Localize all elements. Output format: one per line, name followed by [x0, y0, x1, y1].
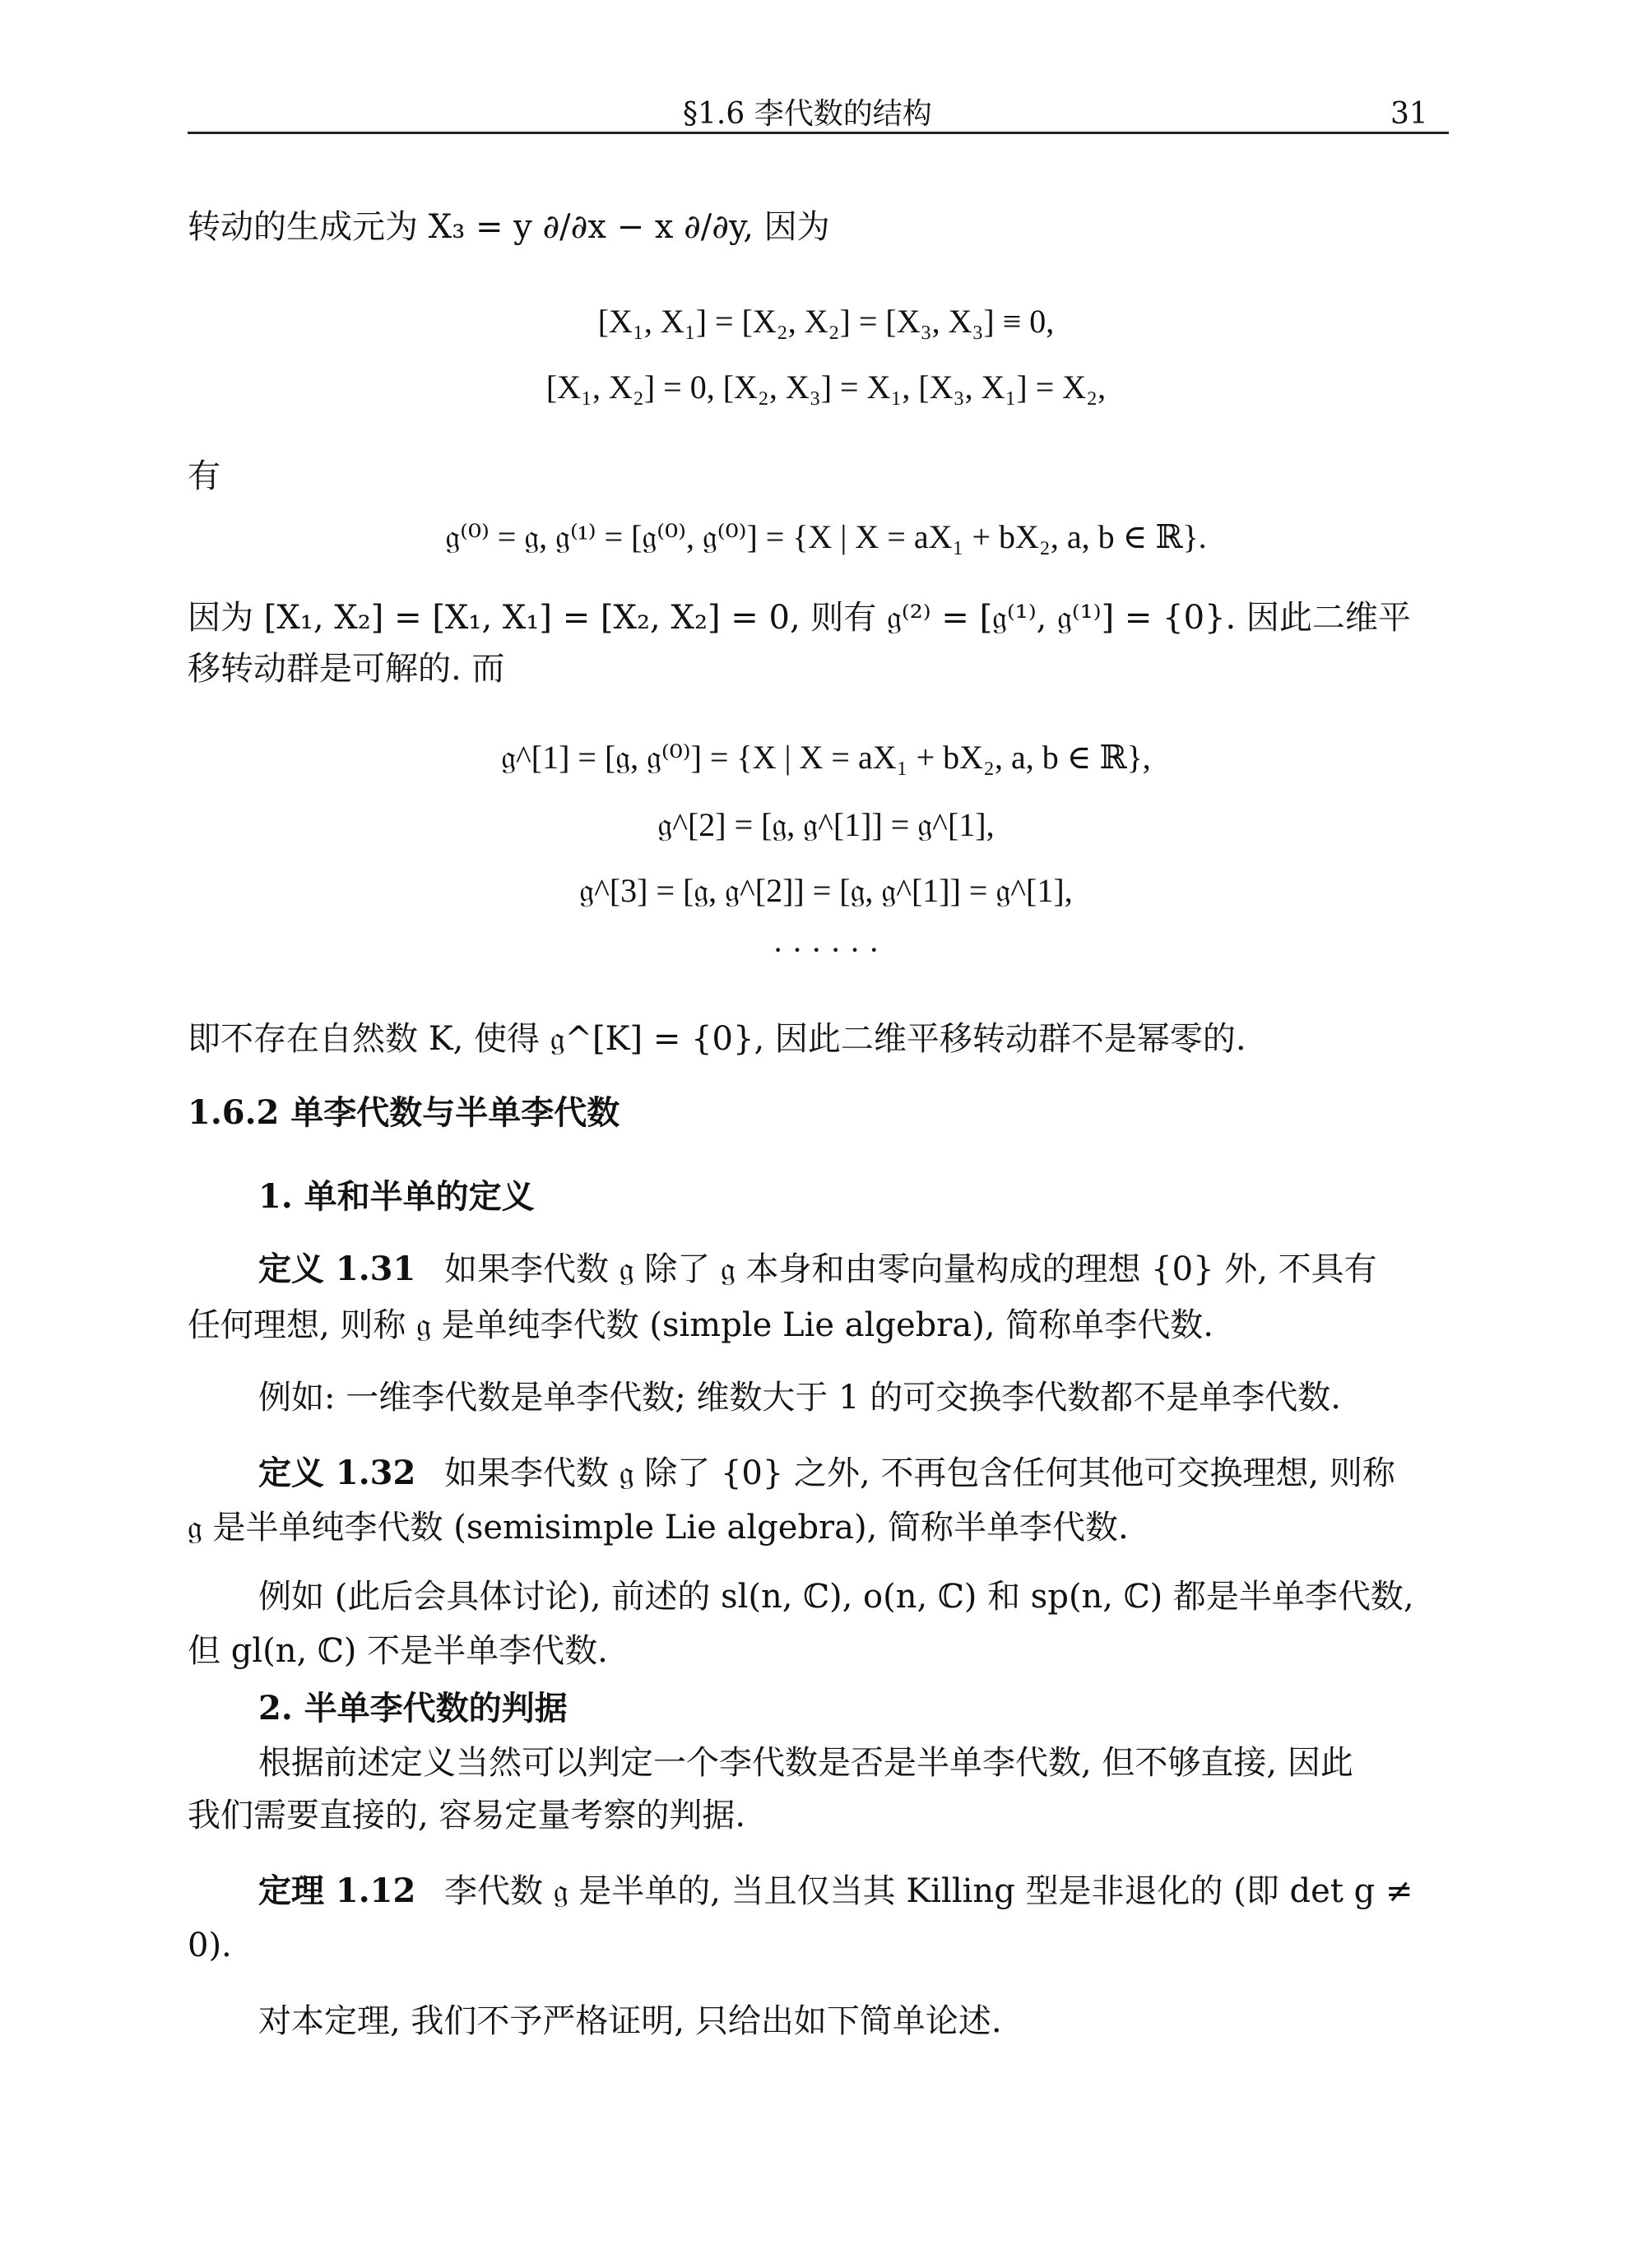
- text-line: 根据前述定义当然可以判定一个李代数是否是半单李代数, 但不够直接, 因此: [258, 1744, 1353, 1782]
- text-line: 因为 [X₁, X₂] = [X₁, X₁] = [X₂, X₂] = 0, 则有 𝔤⁽²⁾ = [𝔤⁽¹⁾, 𝔤⁽¹⁾] = {0}. 因此二维平: [188, 599, 1411, 637]
- equation-ellipsis: · · · · · ·: [773, 931, 879, 968]
- equation: 𝔤⁽⁰⁾ = 𝔤, 𝔤⁽¹⁾ = [𝔤⁽⁰⁾, 𝔤⁽⁰⁾] = {X | X = aX₁ + bX₂, a, b ∈ ℝ}.: [445, 518, 1207, 555]
- definition-text: 𝔤 是半单纯李代数 (semisimple Lie algebra), 简称半单李代数.: [188, 1509, 1129, 1547]
- text-line: 移转动群是可解的. 而: [188, 650, 505, 688]
- theorem-text: 李代数 𝔤 是半单的, 当且仅当其 Killing 型是非退化的 (即 det g ≠: [444, 1872, 1413, 1910]
- example-text: 例如: 一维李代数是单李代数; 维数大于 1 的可交换李代数都不是单李代数.: [258, 1379, 1341, 1417]
- text-line: 我们需要直接的, 容易定量考察的判据.: [188, 1797, 746, 1834]
- page-number: 31: [1390, 97, 1428, 131]
- definition-text: 如果李代数 𝔤 除了 {0} 之外, 不再包含任何其他可交换理想, 则称: [444, 1454, 1395, 1492]
- equation: 𝔤^[3] = [𝔤, 𝔤^[2]] = [𝔤, 𝔤^[1]] = 𝔤^[1],: [579, 872, 1073, 909]
- text-line: 转动的生成元为 X₃ = y ∂/∂x − x ∂/∂y, 因为: [188, 208, 830, 246]
- definition-text: 如果李代数 𝔤 除了 𝔤 本身和由零向量构成的理想 {0} 外, 不具有: [444, 1250, 1377, 1288]
- text-line: 有: [188, 457, 220, 495]
- definition-label: 定义 1.32: [258, 1454, 416, 1492]
- text-line: 即不存在自然数 K, 使得 𝔤^[K] = {0}, 因此二维平移转动群不是幂零的.: [188, 1020, 1246, 1058]
- equation: [X₁, X₁] = [X₂, X₂] = [X₃, X₃] ≡ 0,: [597, 303, 1055, 340]
- subsection-heading: 1.6.2 单李代数与半单李代数: [188, 1093, 620, 1132]
- equation: [X₁, X₂] = 0, [X₂, X₃] = X₁, [X₃, X₁] = X₂,: [545, 369, 1107, 406]
- definition-text: 任何理想, 则称 𝔤 是单纯李代数 (simple Lie algebra), 简称单李代数.: [188, 1306, 1213, 1344]
- example-text: 但 gl(n, ℂ) 不是半单李代数.: [188, 1632, 608, 1670]
- equation: 𝔤^[1] = [𝔤, 𝔤⁽⁰⁾] = {X | X = aX₁ + bX₂, a, b ∈ ℝ},: [501, 739, 1151, 776]
- definition-label: 定义 1.31: [258, 1250, 416, 1288]
- header-rule: [188, 132, 1449, 134]
- equation: 𝔤^[2] = [𝔤, 𝔤^[1]] = 𝔤^[1],: [657, 806, 995, 843]
- subsubsection-heading: 1. 单和半单的定义: [258, 1177, 535, 1216]
- theorem-text: 0).: [188, 1927, 232, 1964]
- example-text: 例如 (此后会具体讨论), 前述的 sl(n, ℂ), o(n, ℂ) 和 sp(n, ℂ) 都是半单李代数,: [258, 1578, 1414, 1616]
- running-header-section: §1.6 李代数的结构: [683, 97, 932, 131]
- theorem-label: 定理 1.12: [258, 1871, 416, 1910]
- text-line: 对本定理, 我们不予严格证明, 只给出如下简单论述.: [258, 2002, 1002, 2040]
- subsubsection-heading: 2. 半单李代数的判据: [258, 1689, 568, 1728]
